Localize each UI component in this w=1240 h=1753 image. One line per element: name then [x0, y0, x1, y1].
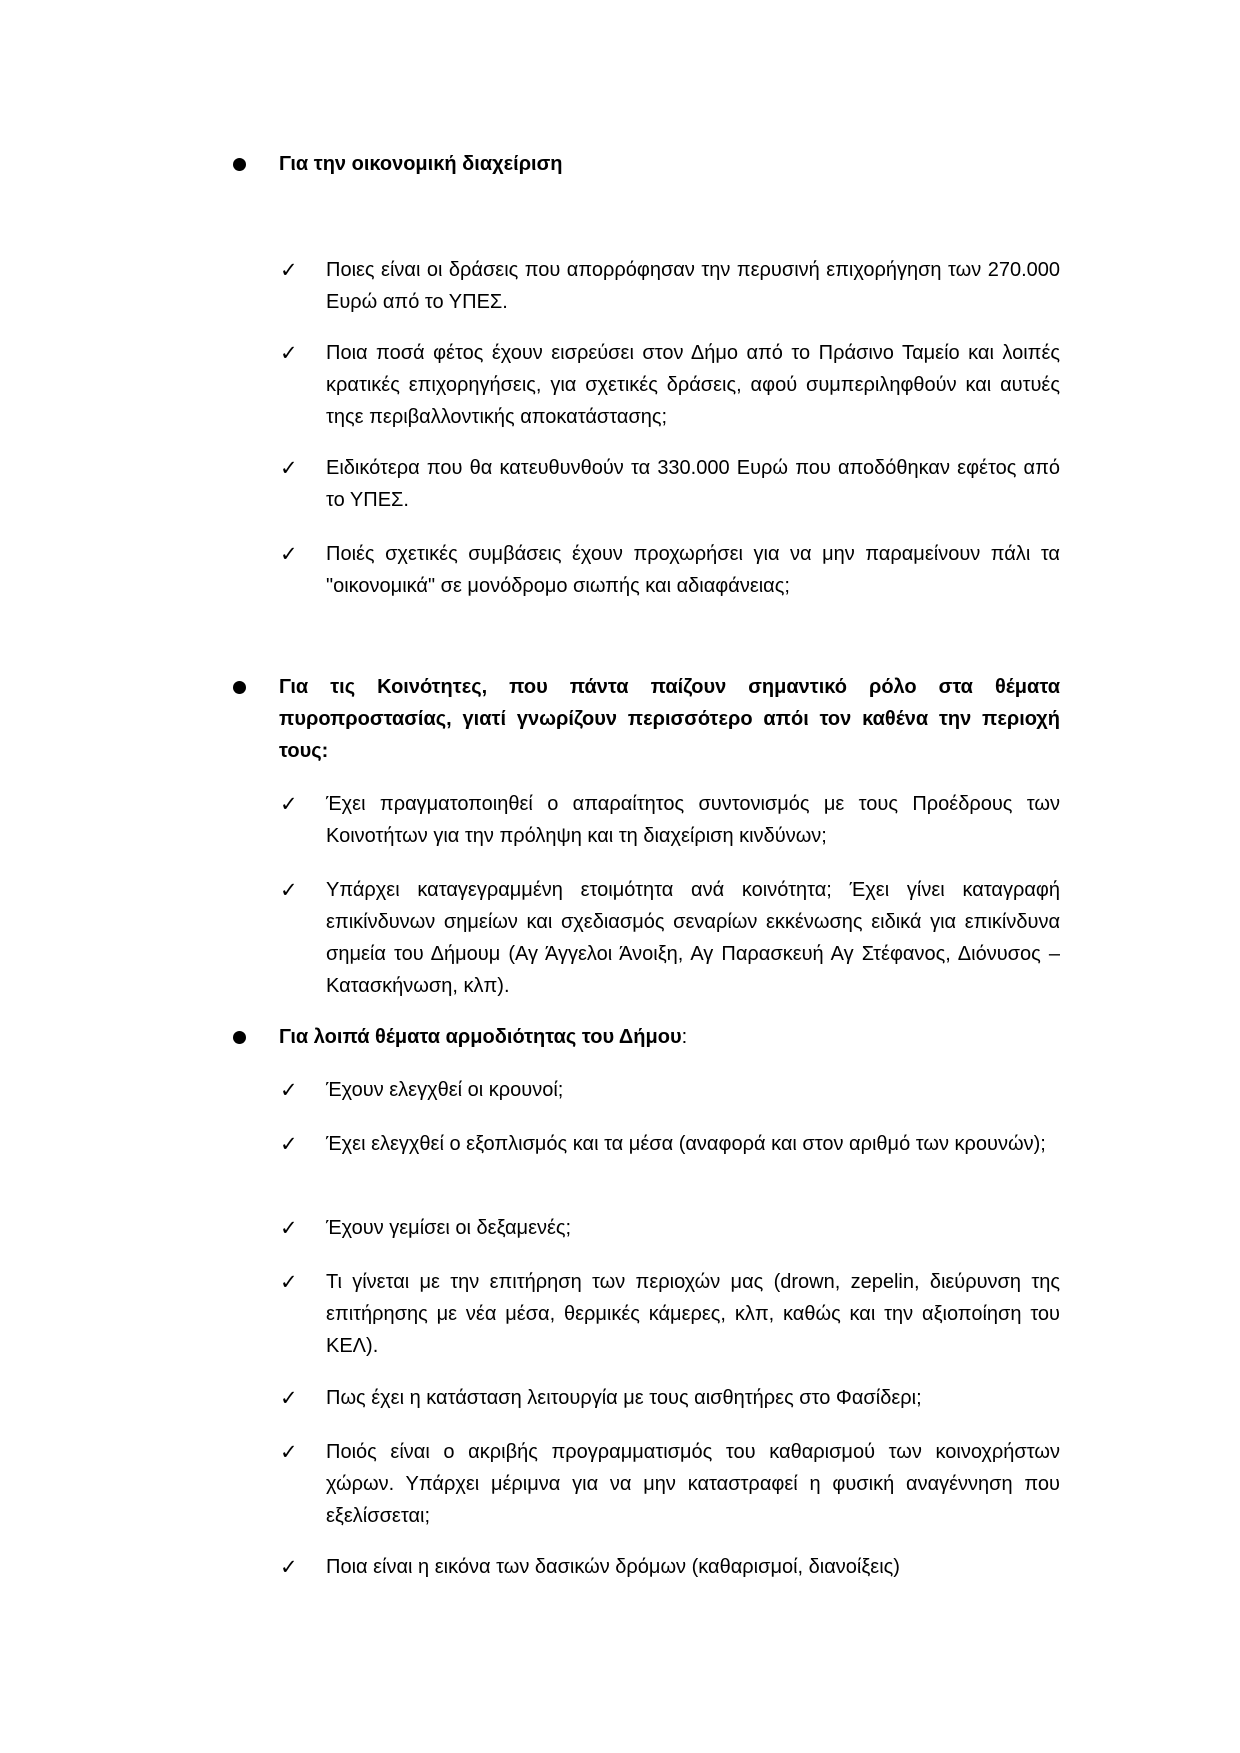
list-item-text: Ποια ποσά φέτος έχουν εισρεύσει στον Δήμο από το Πράσινο Ταμείο και λοιπές κρατικές επιχορηγήσεις, για σχετικές δράσεις, αφού συμπεριληφθούν και αυτυές τηςε περιβαλλοντικής αποκατάστασης; — [326, 342, 1060, 428]
checkmark-icon: ✓ — [280, 258, 298, 282]
checkmark-icon: ✓ — [280, 1132, 298, 1156]
checkmark-icon: ✓ — [280, 542, 298, 566]
list-item — [280, 1436, 1060, 1532]
checkmark-icon: ✓ — [280, 1440, 298, 1464]
checkmark-icon: ✓ — [280, 792, 298, 816]
list-item — [280, 788, 1060, 852]
checkmark-icon: ✓ — [280, 1386, 298, 1410]
list-item-text: Έχει πραγματοποιηθεί ο απαραίτητος συντονισμός με τους Προέδρους των Κοινοτήτων για την πρόληψη και τη διαχείριση κινδύνων; — [326, 793, 1060, 847]
list-item — [280, 1074, 1060, 1106]
checkmark-icon: ✓ — [280, 1078, 298, 1102]
section-heading-label: Για λοιπά θέματα αρμοδιότητας του Δήμου — [279, 1026, 682, 1048]
list-item-text: Πως έχει η κατάσταση λειτουργία με τους αισθητήρες στο Φασίδερι; — [326, 1387, 922, 1409]
checkmark-icon: ✓ — [280, 341, 298, 365]
section-heading-other-matters — [235, 1021, 1060, 1053]
list-item-text: Τι γίνεται με την επιτήρηση των περιοχών μας (drown, zepelin, διεύρυνση της επιτήρησης με νέα μέσα, θερμικές κάμερες, κλπ, καθώς και την αξιοποίηση του ΚΕΛ). — [326, 1271, 1060, 1357]
checkmark-icon: ✓ — [280, 878, 298, 902]
list-item — [280, 1128, 1060, 1160]
list-item-text: Έχει ελεγχθεί ο εξοπλισμός και τα μέσα (αναφορά και στον αριθμό των κρουνών); — [326, 1133, 1046, 1155]
list-item — [280, 874, 1060, 1002]
list-item — [280, 1212, 1060, 1244]
section-heading-communities — [235, 671, 1060, 767]
list-item — [280, 254, 1060, 318]
list-item-text: Έχουν ελεγχθεί οι κρουνοί; — [326, 1079, 564, 1101]
bullet-dot-icon — [233, 1031, 246, 1044]
list-item-text: Ειδικότερα που θα κατευθυνθούν τα 330.000 Ευρώ που αποδόθηκαν εφέτος από το ΥΠΕΣ. — [326, 457, 1060, 511]
list-item — [280, 538, 1060, 602]
bullet-dot-icon — [233, 158, 246, 171]
list-item-text: Έχουν γεμίσει οι δεξαμενές; — [326, 1217, 572, 1239]
section-heading-text: Για την οικονομική διαχείριση — [279, 153, 563, 175]
list-item-text: Ποια είναι η εικόνα των δασικών δρόμων (καθαρισμοί, διανοίξεις) — [326, 1556, 900, 1578]
list-item — [280, 452, 1060, 516]
list-item-text: Υπάρχει καταγεγραμμένη ετοιμότητα ανά κοινότητα; Έχει γίνει καταγραφή επικίνδυνων σημείων και σχεδιασμός σεναρίων εκκένωσης ειδικά για επικίνδυνα σημεία του Δήμουμ (Αγ Άγγελοι Άνοιξη, Αγ Παρασκευή Αγ Στέφανος, Διόνυσος – Κατασκήνωση, κλπ). — [326, 879, 1060, 997]
list-item — [280, 1382, 1060, 1414]
section-heading-financial — [235, 148, 1060, 180]
section-heading-text: Για τις Κοινότητες, που πάντα παίζουν σημαντικό ρόλο στα θέματα πυροπροστασίας, γιατί γνωρίζουν περισσότερο απόι τον καθένα την περιοχή τους: — [279, 676, 1060, 762]
bullet-dot-icon — [233, 681, 246, 694]
section-heading-suffix: : — [681, 1026, 688, 1048]
list-item — [280, 1266, 1060, 1362]
checkmark-icon: ✓ — [280, 1216, 298, 1240]
list-item-text: Ποιός είναι ο ακριβής προγραμματισμός του καθαρισμού των κοινοχρήστων χώρων. Υπάρχει μέριμνα για να μην καταστραφεί η φυσική αναγέννηση που εξελίσσεται; — [326, 1441, 1060, 1527]
checkmark-icon: ✓ — [280, 1270, 298, 1294]
list-item — [280, 1551, 1060, 1583]
checkmark-icon: ✓ — [280, 1555, 298, 1579]
section-heading-text — [279, 1021, 1060, 1053]
list-item-text: Ποιές σχετικές συμβάσεις έχουν προχωρήσει για να μην παραμείνουν πάλι τα "οικονομικά" σε μονόδρομο σιωπής και αδιαφάνειας; — [326, 543, 1060, 597]
list-item — [280, 337, 1060, 433]
checkmark-icon: ✓ — [280, 456, 298, 480]
list-item-text: Ποιες είναι οι δράσεις που απορρόφησαν την περυσινή επιχορήγηση των 270.000 Ευρώ από το ΥΠΕΣ. — [326, 259, 1060, 313]
